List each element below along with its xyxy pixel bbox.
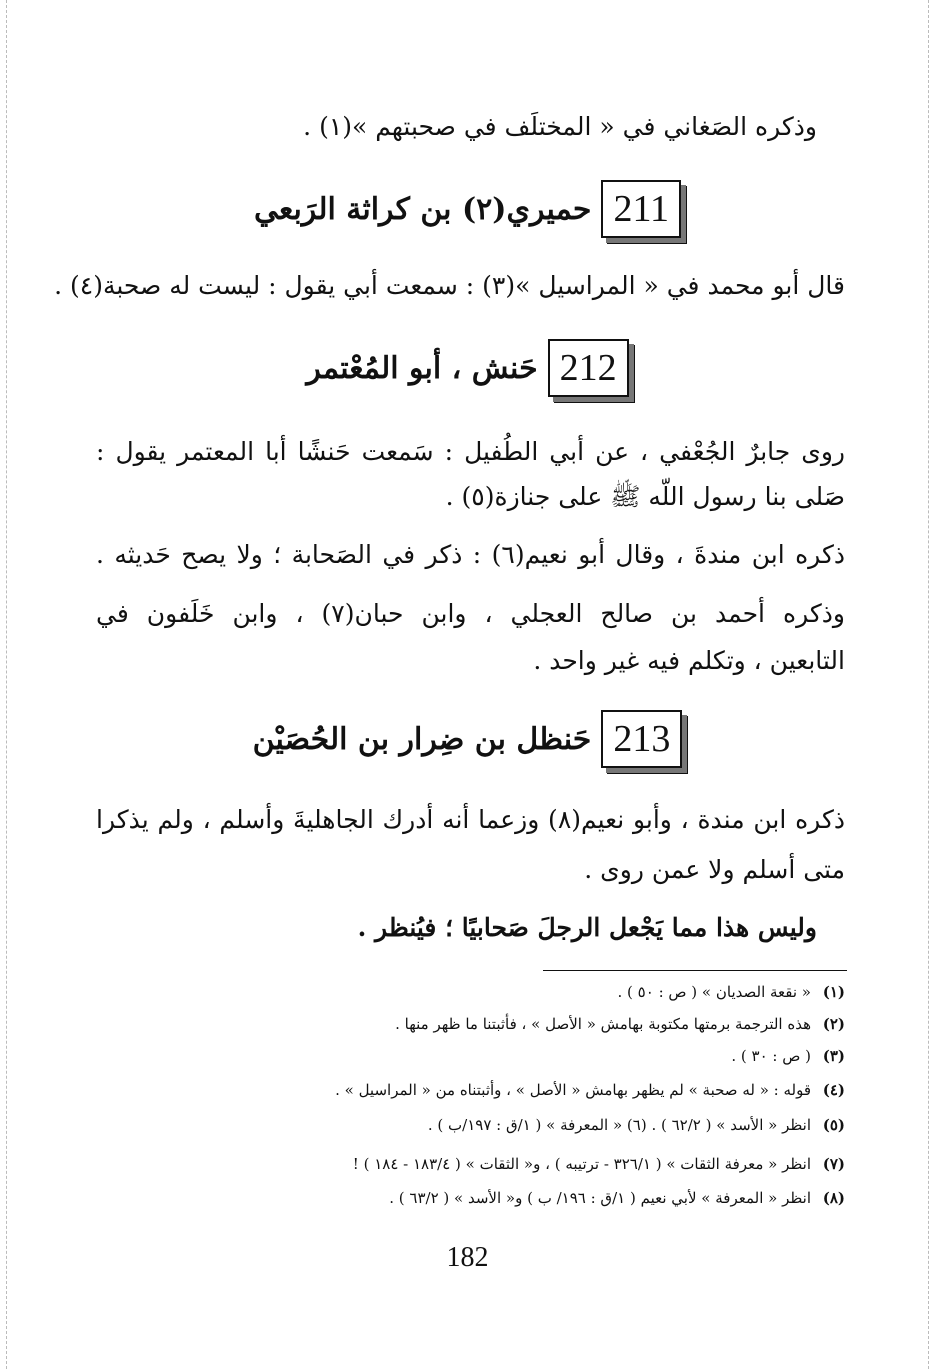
footnote-text: انظر « الأسد » ( ٦٢/٢ ) . (٦) « المعرفة » ( ١/ق : ١٩٧/ب ) . (427, 1116, 811, 1134)
entry-212-line-1: روى جابرٌ الجُعْفي ، عن أبي الطُفيل : سَمعت حَنشًا أبا المعتمر يقول : (96, 437, 845, 466)
entry-heading-211 (0, 174, 935, 244)
footnote-number: (٢) (822, 1015, 845, 1033)
footnote (110, 1152, 845, 1176)
footnote-text: قوله : « له صحبة » لم يظهر بهامش « الأصل » ، وأثبتناه من « المراسيل » . (335, 1081, 811, 1099)
entry-name: حميري(٢) بن كراثة الرَبعي (253, 191, 592, 227)
entry-212-line-4: وذكره أحمد بن صالح العجلي ، وابن حبان(٧) ، وابن خَلَفون في (96, 599, 846, 628)
footnote-text: « نقعة الصديان » ( ص : ٥٠ ) . (617, 983, 811, 1001)
entry-heading-213 (0, 704, 935, 774)
footnote (110, 1078, 845, 1102)
entry-name: حَنظل بن ضِرار بن الحُصَيْن (252, 721, 592, 757)
footnote (110, 1186, 845, 1210)
entry-212-line-5: التابعين ، وتكلم فيه غير واحد . (533, 646, 845, 675)
footnote-number: (١) (822, 983, 845, 1001)
entry-213-line-1: ذكره ابن مندة ، وأبو نعيم(٨) وزعما أنه أدرك الجاهليةَ وأسلم ، ولم يذكرا (96, 805, 846, 834)
entry-number-box: 213 (601, 710, 682, 768)
footnote-rule (543, 970, 847, 971)
intro-line: وذكره الصَغاني في « المختلَف في صحبتهم »(١) . (303, 112, 817, 141)
footnote (110, 1113, 845, 1137)
footnote-text: ( ص : ٣٠ ) . (731, 1047, 811, 1065)
entry-heading-212 (0, 333, 935, 403)
footnote-text: هذه الترجمة برمتها مكتوبة بهامش « الأصل » ، فأثبتنا ما ظهر منها . (395, 1015, 811, 1033)
footnote (110, 980, 845, 1004)
footnote-text: انظر « معرفة الثقات » ( ٣٢٦/١ - ترتيبه ) ، و« الثقات » ( ١٨٣/٤ - ١٨٤ ) ! (352, 1155, 811, 1173)
footnote-number: (٣) (822, 1047, 845, 1065)
footnote (110, 1012, 845, 1036)
footnote-text: انظر « المعرفة » لأبي نعيم ( ١/ق : ١٩٦/ ب ) و« الأسد » ( ٦٣/٢ ) . (389, 1189, 811, 1207)
entry-213-line-2: متى أسلم ولا عمن روى . (584, 855, 845, 884)
footnote-number: (٥) (822, 1116, 845, 1134)
entry-212-line-3: ذكره ابن مندةَ ، وقال أبو نعيم(٦) : ذكر في الصَحابة ؛ ولا يصح حَديثه . (96, 540, 845, 569)
footnote-number: (٧) (822, 1155, 845, 1173)
entry-number-box: 211 (601, 180, 681, 238)
entry-211-line-1: قال أبو محمد في « المراسيل »(٣) : سمعت أبي يقول : ليست له صحبة(٤) . (54, 271, 845, 300)
entry-name: حَنش ، أبو المُعْتمر (306, 350, 538, 386)
entry-213-line-3: وليس هذا مما يَجْعل الرجلَ صَحابيًا ؛ فيُنظر . (357, 913, 817, 942)
entry-number-box: 212 (548, 339, 629, 397)
entry-212-line-2: صَلى بنا رسول اللّه ﷺ على جنازة(٥) . (445, 482, 845, 511)
footnote-number: (٤) (822, 1081, 845, 1099)
page-number: 182 (446, 1242, 489, 1273)
footnote-number: (٨) (822, 1189, 845, 1207)
footnote (110, 1044, 845, 1068)
